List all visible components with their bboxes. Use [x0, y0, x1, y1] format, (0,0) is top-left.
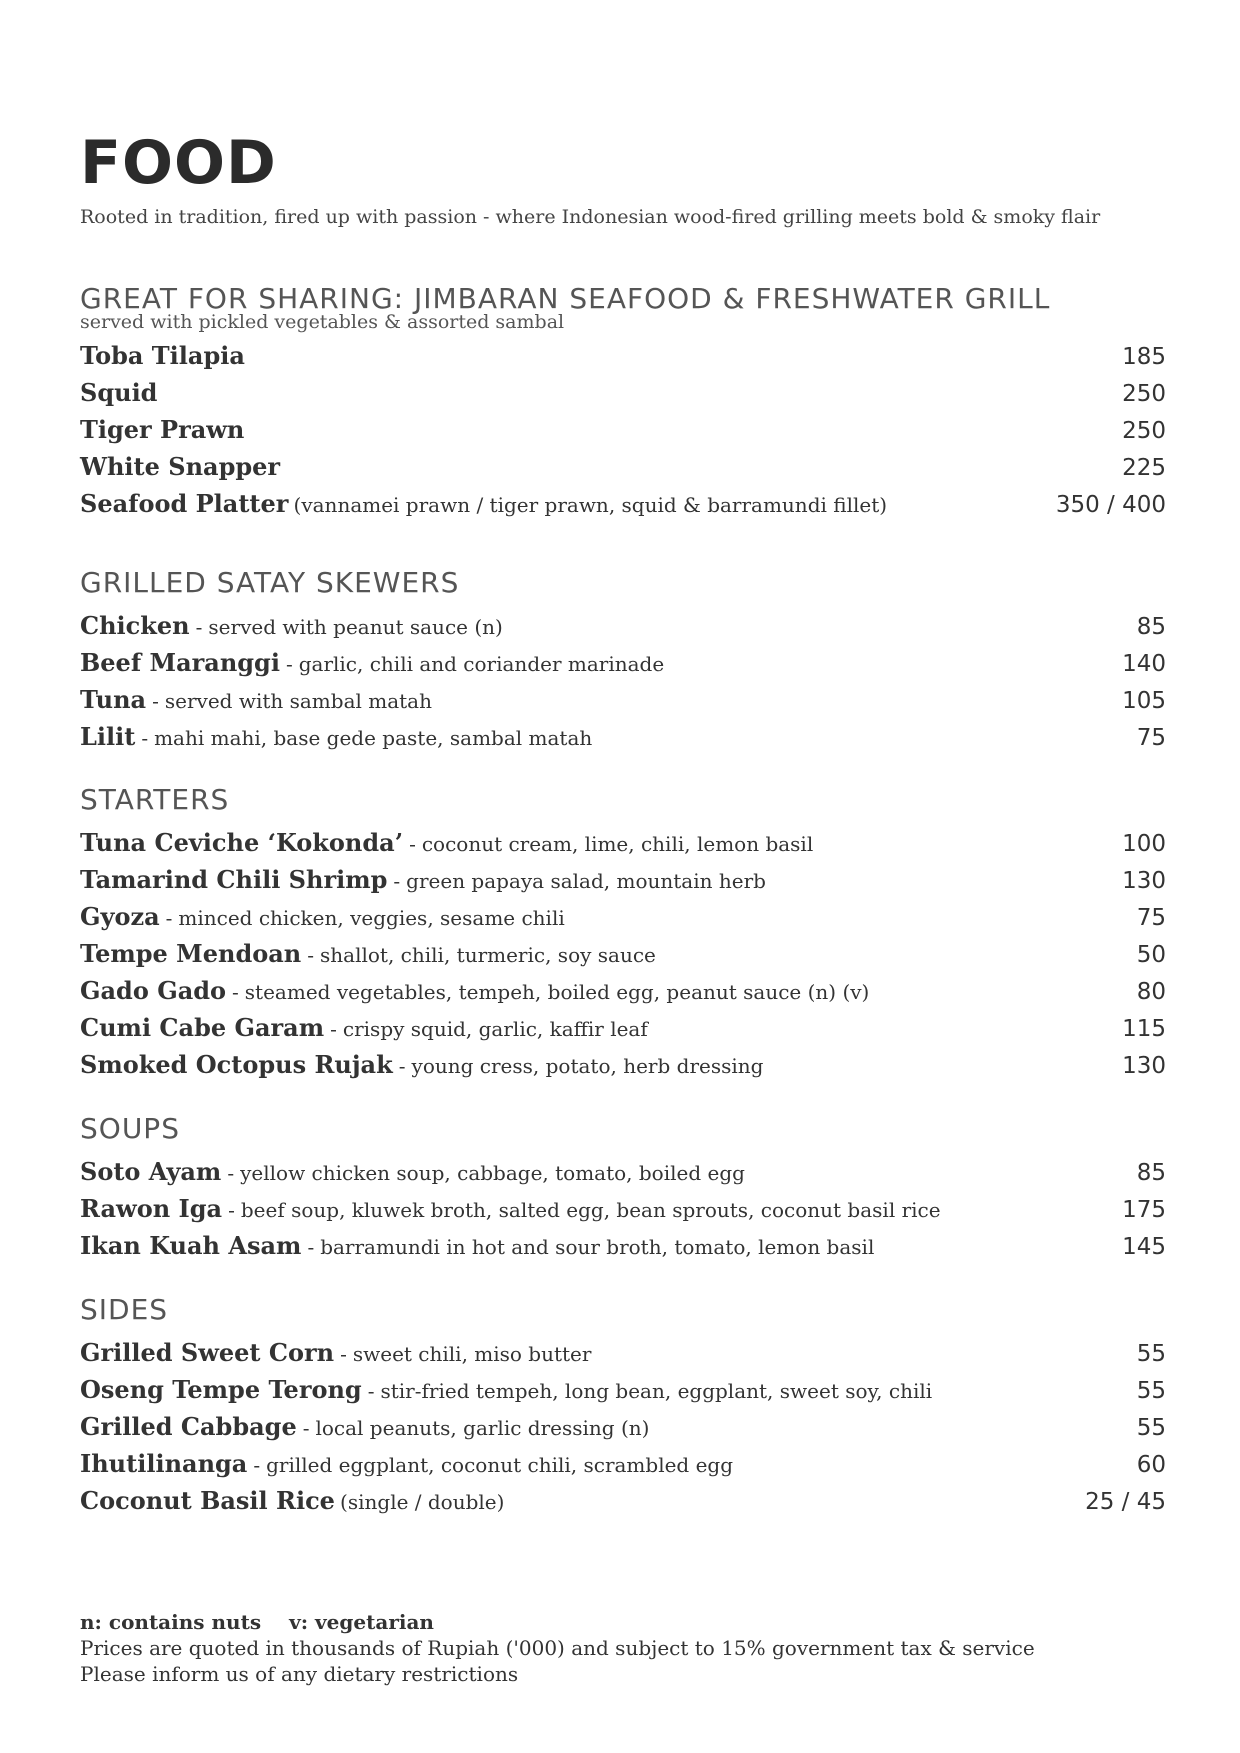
menu-item-description: (single / double) — [340, 1490, 505, 1514]
menu-item-price: 350 / 400 — [1055, 492, 1166, 518]
menu-item-text — [80, 411, 244, 451]
section-title: STARTERS — [80, 783, 230, 816]
menu-item — [80, 718, 1166, 755]
footer-notes — [80, 1609, 1035, 1687]
menu-item-name: Beef Maranggi — [80, 648, 280, 677]
menu-item-name: Toba Tilapia — [80, 341, 245, 370]
menu-item-description: barramundi in hot and sour broth, tomato, lemon basil — [320, 1235, 875, 1259]
menu-item-name: Seafood Platter — [80, 489, 289, 518]
menu-item-price: 85 — [1136, 614, 1166, 640]
menu-item-text — [80, 1482, 504, 1522]
menu-item-separator: - — [409, 832, 416, 856]
menu-item-price: 75 — [1136, 905, 1166, 931]
menu-item-separator: - — [253, 1453, 261, 1477]
menu-section — [80, 1293, 1166, 1519]
menu-item-name: Tamarind Chili Shrimp — [80, 865, 388, 894]
menu-item-text — [80, 1408, 649, 1448]
menu-item — [80, 824, 1166, 861]
menu-item-text — [80, 485, 887, 525]
menu-item-text — [80, 718, 592, 758]
menu-item-description: mahi mahi, base gede paste, sambal matah — [154, 726, 593, 750]
menu-item — [80, 898, 1166, 935]
section-title: SOUPS — [80, 1112, 180, 1145]
section-title: GRILLED SATAY SKEWERS — [80, 566, 460, 599]
menu-item — [80, 1009, 1166, 1046]
menu-item — [80, 1227, 1166, 1264]
menu-item-name: Ihutilinanga — [80, 1449, 248, 1478]
menu-item-price: 185 — [1122, 344, 1166, 370]
menu-item-separator: - — [141, 726, 149, 750]
menu-item-description: sweet chili, miso butter — [352, 1342, 592, 1366]
menu-item-separator: - — [165, 906, 173, 930]
menu-item-price: 250 — [1122, 381, 1166, 407]
menu-section — [80, 566, 1166, 755]
menu-item-description: minced chicken, veggies, sesame chili — [178, 906, 565, 930]
menu-item-name: Coconut Basil Rice — [80, 1486, 335, 1515]
menu-item-description: yellow chicken soup, cabbage, tomato, boiled egg — [240, 1161, 745, 1185]
menu-item — [80, 607, 1166, 644]
menu-item-description: coconut cream, lime, chili, lemon basil — [421, 832, 814, 856]
menu-item-name: Oseng Tempe Terong — [80, 1375, 362, 1404]
menu-item-name: Grilled Cabbage — [80, 1412, 297, 1441]
menu-item — [80, 448, 1166, 485]
menu-item — [80, 374, 1166, 411]
menu-item — [80, 972, 1166, 1009]
menu-item — [80, 644, 1166, 681]
menu-item-text — [80, 374, 157, 414]
menu-item-separator: - — [393, 869, 401, 893]
menu-item-text — [80, 681, 432, 721]
menu-item-separator: - — [330, 1017, 337, 1041]
menu-item — [80, 1445, 1166, 1482]
menu-item-name: Chicken — [80, 611, 190, 640]
menu-item-text — [80, 337, 245, 377]
menu-item-description: young cress, potato, herb dressing — [411, 1054, 764, 1078]
menu-item-name: Smoked Octopus Rujak — [80, 1050, 393, 1079]
menu-item-price: 115 — [1122, 1016, 1166, 1042]
menu-item-separator: - — [398, 1054, 406, 1078]
menu-item — [80, 1334, 1166, 1371]
menu-item-separator: - — [152, 689, 159, 713]
menu-item-text — [80, 1334, 591, 1374]
menu-item-separator: - — [340, 1342, 347, 1366]
menu-item-price: 225 — [1122, 455, 1166, 481]
menu-item-name: Ikan Kuah Asam — [80, 1231, 302, 1260]
menu-item — [80, 485, 1166, 522]
menu-item — [80, 1046, 1166, 1083]
menu-item-description: (vannamei prawn / tiger prawn, squid & barramundi fillet) — [293, 493, 888, 517]
menu-item-price: 55 — [1136, 1378, 1166, 1404]
menu-item-name: Tuna Ceviche ‘Kokonda’ — [80, 828, 404, 857]
menu-item-name: Tuna — [80, 685, 147, 714]
menu-item-name: Lilit — [80, 722, 136, 751]
section-subtitle: served with pickled vegetables & assorted sambal — [80, 311, 565, 333]
menu-item-name: Soto Ayam — [80, 1157, 222, 1186]
menu-item-text — [80, 1445, 733, 1485]
menu-item-text — [80, 935, 656, 975]
menu-item-name: Rawon Iga — [80, 1194, 223, 1223]
menu-item-name: Gado Gado — [80, 976, 227, 1005]
menu-item-description: beef soup, kluwek broth, salted egg, bean sprouts, coconut basil rice — [240, 1198, 941, 1222]
menu-item — [80, 337, 1166, 374]
menu-item-name: Tiger Prawn — [80, 415, 245, 444]
menu-item-description: crispy squid, garlic, kaffir leaf — [342, 1017, 648, 1041]
menu-item-text — [80, 861, 766, 901]
menu-item-separator: - — [307, 1235, 315, 1259]
menu-item — [80, 1482, 1166, 1519]
prices-note: Prices are quoted in thousands of Rupiah ('000) and subject to 15% government tax & service — [80, 1636, 1035, 1660]
page-title: FOOD — [80, 128, 277, 198]
menu-item-price: 145 — [1122, 1234, 1166, 1260]
menu-item — [80, 411, 1166, 448]
menu-item-name: Grilled Sweet Corn — [80, 1338, 335, 1367]
menu-item-price: 105 — [1122, 688, 1166, 714]
menu-item — [80, 935, 1166, 972]
section-title: SIDES — [80, 1293, 169, 1326]
menu-item-name: White Snapper — [80, 452, 281, 481]
menu-item-price: 25 / 45 — [1085, 1489, 1166, 1515]
menu-item — [80, 1190, 1166, 1227]
menu-item-text — [80, 1371, 932, 1411]
menu-item-price: 130 — [1122, 1053, 1166, 1079]
menu-item-description: served with sambal matah — [164, 689, 432, 713]
menu-item-separator: - — [285, 652, 293, 676]
legend — [80, 1609, 1035, 1635]
menu-item-price: 250 — [1122, 418, 1166, 444]
section-title: GREAT FOR SHARING: JIMBARAN SEAFOOD & FRESHWATER GRILL — [80, 282, 1051, 315]
menu-item-price: 50 — [1136, 942, 1166, 968]
menu-item-description: garlic, chili and coriander marinade — [298, 652, 665, 676]
menu-item-price: 100 — [1122, 831, 1166, 857]
menu-item-name: Gyoza — [80, 902, 160, 931]
menu-item-text — [80, 644, 664, 684]
legend-nuts: n: contains nuts — [80, 1610, 262, 1634]
menu-item-description: green papaya salad, mountain herb — [406, 869, 766, 893]
page-tagline: Rooted in tradition, fired up with passion - where Indonesian wood-fired grilling meets bold & smoky flair — [80, 206, 1101, 228]
menu-item-text — [80, 1190, 941, 1230]
menu-section — [80, 1112, 1166, 1264]
menu-item-separator: - — [227, 1161, 235, 1185]
menu-item-text — [80, 1009, 648, 1049]
menu-item-description: served with peanut sauce (n) — [208, 615, 503, 639]
menu-item-text — [80, 898, 565, 938]
menu-item-text — [80, 448, 280, 488]
menu-item-text — [80, 1227, 874, 1267]
menu-item-price: 80 — [1136, 979, 1166, 1005]
menu-item — [80, 861, 1166, 898]
menu-item — [80, 681, 1166, 718]
menu-item-description: steamed vegetables, tempeh, boiled egg, peanut sauce (n) (v) — [244, 980, 870, 1004]
menu-item-name: Cumi Cabe Garam — [80, 1013, 325, 1042]
menu-item-text — [80, 1153, 745, 1193]
menu-item-price: 85 — [1136, 1160, 1166, 1186]
menu-item-separator: - — [367, 1379, 375, 1403]
menu-item-price: 175 — [1122, 1197, 1166, 1223]
menu-item — [80, 1408, 1166, 1445]
menu-item-separator: - — [307, 943, 315, 967]
menu-item-separator: - — [228, 1198, 235, 1222]
menu-item-description: local peanuts, garlic dressing (n) — [315, 1416, 650, 1440]
menu-item-text — [80, 824, 813, 864]
legend-vegetarian: v: vegetarian — [289, 1610, 434, 1634]
menu-item-price: 130 — [1122, 868, 1166, 894]
menu-item-name: Tempe Mendoan — [80, 939, 302, 968]
menu-item-price: 140 — [1122, 651, 1166, 677]
menu-item-separator: - — [302, 1416, 310, 1440]
menu-item-price: 60 — [1136, 1452, 1166, 1478]
menu-item-text — [80, 1046, 763, 1086]
menu-item-separator: - — [195, 615, 203, 639]
menu-item-description: stir-fried tempeh, long bean, eggplant, sweet soy, chili — [380, 1379, 933, 1403]
menu-item-price: 55 — [1136, 1341, 1166, 1367]
menu-item-price: 75 — [1136, 725, 1166, 751]
menu-item — [80, 1371, 1166, 1408]
menu-item-text — [80, 972, 869, 1012]
menu-item-text — [80, 607, 503, 647]
menu-item-price: 55 — [1136, 1415, 1166, 1441]
menu-section — [80, 783, 1166, 1083]
menu-item-description: shallot, chili, turmeric, soy sauce — [320, 943, 656, 967]
menu-item-name: Squid — [80, 378, 158, 407]
menu-item-description: grilled eggplant, coconut chili, scrambled egg — [266, 1453, 734, 1477]
menu-item-separator: - — [232, 980, 239, 1004]
dietary-note: Please inform us of any dietary restrictions — [80, 1662, 519, 1686]
menu-section — [80, 282, 1166, 522]
menu-item — [80, 1153, 1166, 1190]
